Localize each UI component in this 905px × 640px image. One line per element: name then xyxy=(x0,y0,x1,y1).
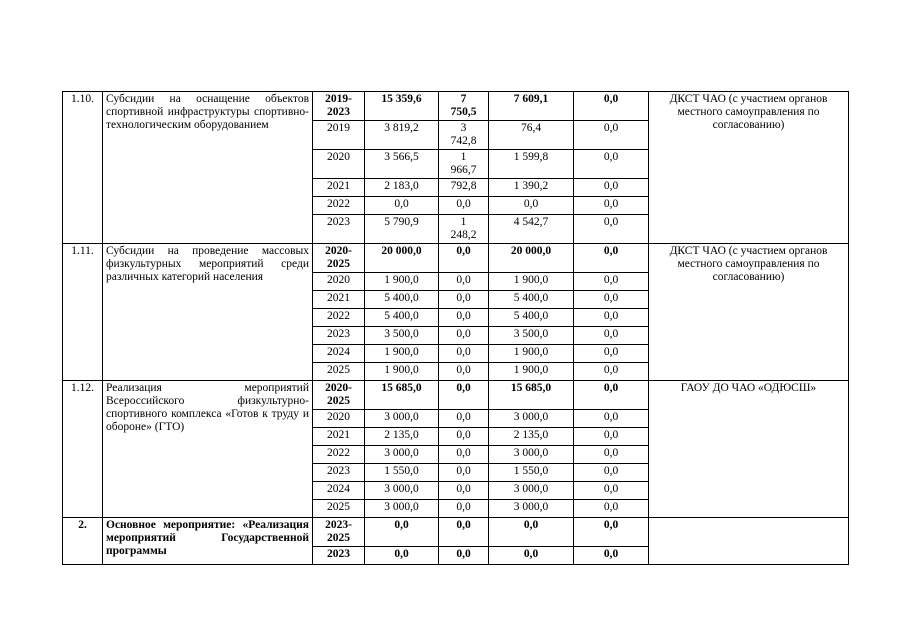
period-cell: 2022 xyxy=(313,197,365,215)
total-amount-cell: 1 550,0 xyxy=(365,464,439,482)
total-amount-cell: 1 900,0 xyxy=(365,363,439,381)
other-sources-cell: 0,0 xyxy=(574,446,649,464)
federal-budget-cell: 3 742,8 xyxy=(439,121,489,150)
federal-budget-cell: 0,0 xyxy=(439,327,489,345)
federal-budget-cell: 0,0 xyxy=(439,410,489,428)
period-cell: 2021 xyxy=(313,179,365,197)
activity-name: Реализация мероприятий Всероссийского физкультурно-спортивного комплекса «Готов к труду и обороне» (ГТО) xyxy=(103,381,313,518)
total-amount-cell: 5 400,0 xyxy=(365,309,439,327)
regional-budget-cell: 4 542,7 xyxy=(489,215,574,244)
federal-budget-cell: 0,0 xyxy=(439,273,489,291)
regional-budget-cell: 5 400,0 xyxy=(489,291,574,309)
other-sources-cell: 0,0 xyxy=(574,244,649,273)
activity-name: Субсидии на проведение массовых физкультурных мероприятий среди различных категорий населения xyxy=(103,244,313,381)
federal-budget-cell: 0,0 xyxy=(439,381,489,410)
other-sources-cell: 0,0 xyxy=(574,464,649,482)
total-amount-cell: 5 400,0 xyxy=(365,291,439,309)
section-number: 1.11. xyxy=(63,244,103,381)
period-cell: 2020 xyxy=(313,150,365,179)
period-cell: 2023 xyxy=(313,327,365,345)
total-amount-cell: 1 900,0 xyxy=(365,273,439,291)
regional-budget-cell: 0,0 xyxy=(489,547,574,565)
regional-budget-cell: 1 390,2 xyxy=(489,179,574,197)
other-sources-cell: 0,0 xyxy=(574,291,649,309)
period-cell: 2023 xyxy=(313,215,365,244)
federal-budget-cell: 0,0 xyxy=(439,428,489,446)
other-sources-cell: 0,0 xyxy=(574,381,649,410)
regional-budget-cell: 0,0 xyxy=(489,197,574,215)
total-amount-cell: 0,0 xyxy=(365,547,439,565)
federal-budget-cell: 0,0 xyxy=(439,500,489,518)
total-amount-cell: 15 685,0 xyxy=(365,381,439,410)
regional-budget-cell: 3 000,0 xyxy=(489,446,574,464)
other-sources-cell: 0,0 xyxy=(574,309,649,327)
regional-budget-cell: 5 400,0 xyxy=(489,309,574,327)
other-sources-cell: 0,0 xyxy=(574,363,649,381)
federal-budget-cell: 0,0 xyxy=(439,547,489,565)
total-amount-cell: 15 359,6 xyxy=(365,92,439,121)
other-sources-cell: 0,0 xyxy=(574,92,649,121)
activity-name: Субсидии на оснащение объектов спортивной инфраструктуры спортивно-технологическим оборудованием xyxy=(103,92,313,244)
section-number: 2. xyxy=(63,518,103,565)
total-amount-cell: 3 000,0 xyxy=(365,482,439,500)
period-cell: 2024 xyxy=(313,482,365,500)
period-cell: 2023- 2025 xyxy=(313,518,365,547)
total-amount-cell: 2 183,0 xyxy=(365,179,439,197)
other-sources-cell: 0,0 xyxy=(574,150,649,179)
total-amount-cell: 5 790,9 xyxy=(365,215,439,244)
table-row xyxy=(63,518,849,547)
federal-budget-cell: 792,8 xyxy=(439,179,489,197)
executor-cell: ГАОУ ДО ЧАО «ОДЮСШ» xyxy=(649,381,849,518)
period-cell: 2022 xyxy=(313,309,365,327)
period-cell: 2023 xyxy=(313,547,365,565)
regional-budget-cell: 0,0 xyxy=(489,518,574,547)
regional-budget-cell: 7 609,1 xyxy=(489,92,574,121)
federal-budget-cell: 0,0 xyxy=(439,518,489,547)
regional-budget-cell: 20 000,0 xyxy=(489,244,574,273)
federal-budget-cell: 0,0 xyxy=(439,309,489,327)
period-cell: 2022 xyxy=(313,446,365,464)
total-amount-cell: 20 000,0 xyxy=(365,244,439,273)
table-row xyxy=(63,381,849,410)
federal-budget-cell: 0,0 xyxy=(439,244,489,273)
other-sources-cell: 0,0 xyxy=(574,518,649,547)
total-amount-cell: 0,0 xyxy=(365,518,439,547)
total-amount-cell: 2 135,0 xyxy=(365,428,439,446)
regional-budget-cell: 1 550,0 xyxy=(489,464,574,482)
period-cell: 2023 xyxy=(313,464,365,482)
total-amount-cell: 3 819,2 xyxy=(365,121,439,150)
total-amount-cell: 1 900,0 xyxy=(365,345,439,363)
period-cell: 2021 xyxy=(313,291,365,309)
other-sources-cell: 0,0 xyxy=(574,500,649,518)
section-number: 1.12. xyxy=(63,381,103,518)
period-cell: 2020- 2025 xyxy=(313,381,365,410)
period-cell: 2021 xyxy=(313,428,365,446)
table-row xyxy=(63,244,849,273)
period-cell: 2020 xyxy=(313,410,365,428)
federal-budget-cell: 0,0 xyxy=(439,464,489,482)
federal-budget-cell: 7 750,5 xyxy=(439,92,489,121)
period-cell: 2019 xyxy=(313,121,365,150)
regional-budget-cell: 1 900,0 xyxy=(489,363,574,381)
federal-budget-cell: 0,0 xyxy=(439,482,489,500)
total-amount-cell: 3 566,5 xyxy=(365,150,439,179)
executor-cell: ДКСТ ЧАО (с участием органов местного самоуправления по согласованию) xyxy=(649,92,849,244)
period-cell: 2025 xyxy=(313,500,365,518)
period-cell: 2020 xyxy=(313,273,365,291)
federal-budget-cell: 0,0 xyxy=(439,446,489,464)
activity-name: Основное мероприятие: «Реализация мероприятий Государственной программы xyxy=(103,518,313,565)
other-sources-cell: 0,0 xyxy=(574,482,649,500)
period-cell: 2025 xyxy=(313,363,365,381)
section-number: 1.10. xyxy=(63,92,103,244)
other-sources-cell: 0,0 xyxy=(574,121,649,150)
federal-budget-cell: 1 966,7 xyxy=(439,150,489,179)
other-sources-cell: 0,0 xyxy=(574,273,649,291)
total-amount-cell: 3 000,0 xyxy=(365,500,439,518)
regional-budget-cell: 3 000,0 xyxy=(489,410,574,428)
other-sources-cell: 0,0 xyxy=(574,410,649,428)
other-sources-cell: 0,0 xyxy=(574,179,649,197)
regional-budget-cell: 76,4 xyxy=(489,121,574,150)
federal-budget-cell: 0,0 xyxy=(439,345,489,363)
period-cell: 2020- 2025 xyxy=(313,244,365,273)
other-sources-cell: 0,0 xyxy=(574,197,649,215)
other-sources-cell: 0,0 xyxy=(574,547,649,565)
regional-budget-cell: 1 599,8 xyxy=(489,150,574,179)
other-sources-cell: 0,0 xyxy=(574,428,649,446)
executor-cell: ДКСТ ЧАО (с участием органов местного самоуправления по согласованию) xyxy=(649,244,849,381)
regional-budget-cell: 1 900,0 xyxy=(489,345,574,363)
federal-budget-cell: 0,0 xyxy=(439,363,489,381)
federal-budget-cell: 0,0 xyxy=(439,197,489,215)
budget-table xyxy=(62,91,849,565)
regional-budget-cell: 15 685,0 xyxy=(489,381,574,410)
federal-budget-cell: 1 248,2 xyxy=(439,215,489,244)
table-row xyxy=(63,92,849,121)
regional-budget-cell: 2 135,0 xyxy=(489,428,574,446)
regional-budget-cell: 3 000,0 xyxy=(489,500,574,518)
other-sources-cell: 0,0 xyxy=(574,345,649,363)
period-cell: 2024 xyxy=(313,345,365,363)
other-sources-cell: 0,0 xyxy=(574,215,649,244)
federal-budget-cell: 0,0 xyxy=(439,291,489,309)
period-cell: 2019- 2023 xyxy=(313,92,365,121)
table-body xyxy=(63,92,849,565)
total-amount-cell: 0,0 xyxy=(365,197,439,215)
executor-cell xyxy=(649,518,849,565)
total-amount-cell: 3 000,0 xyxy=(365,410,439,428)
total-amount-cell: 3 500,0 xyxy=(365,327,439,345)
other-sources-cell: 0,0 xyxy=(574,327,649,345)
regional-budget-cell: 3 500,0 xyxy=(489,327,574,345)
regional-budget-cell: 1 900,0 xyxy=(489,273,574,291)
regional-budget-cell: 3 000,0 xyxy=(489,482,574,500)
total-amount-cell: 3 000,0 xyxy=(365,446,439,464)
